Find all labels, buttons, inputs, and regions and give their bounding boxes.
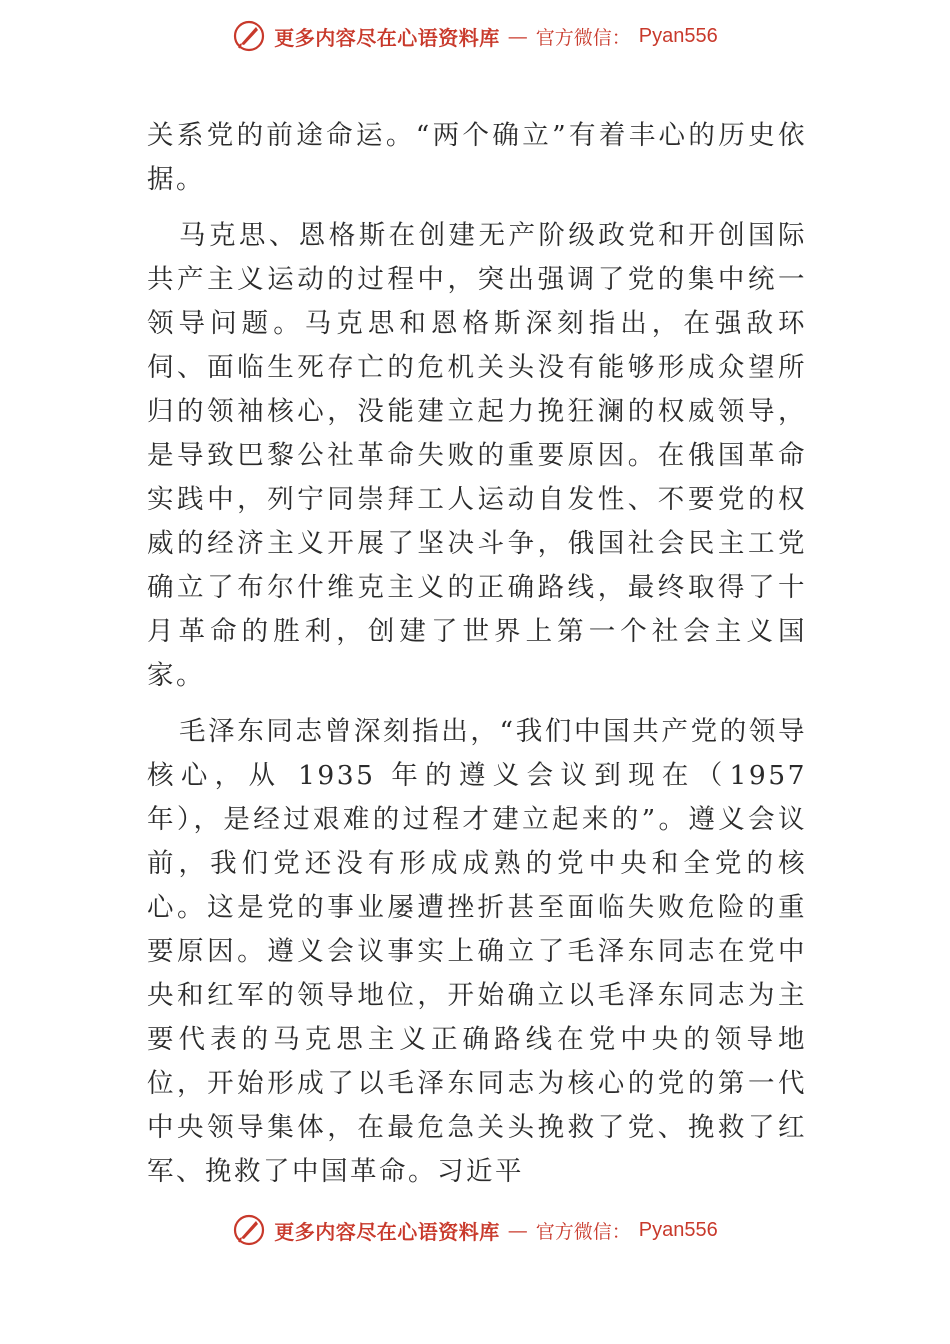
banner-wechat-label: 官方微信： [535, 1220, 631, 1243]
footer-banner [0, 1208, 950, 1252]
banner-title: 更多内容尽在心语资料库 [274, 1219, 500, 1244]
quill-pen-circle-icon [232, 1213, 266, 1247]
banner-wechat-id: Pyan556 [638, 24, 718, 47]
paragraph-marx-engels: 马克思、恩格斯在创建无产阶级政党和开创国际共产主义运动的过程中，突出强调了党的集中统一领导问题。马克思和恩格斯深刻指出，在强敌环伺、面临生死存亡的危机关头没有能够形成众望所归的领袖核心，没能建立起力挽狂澜的权威领导，是导致巴黎公社革命失败的重要原因。在俄国革命实践中，列宁同崇拜工人运动自发性、不要党的权威的经济主义开展了坚决斗争，俄国社会民主工党确立了布尔什维克主义的正确路线，最终取得了十月革命的胜利，创建了世界上第一个社会主义国家。 [147, 220, 807, 691]
quill-pen-circle-icon [232, 19, 266, 53]
document-body [147, 114, 807, 1206]
paragraph-mao-zedong: 毛泽东同志曾深刻指出，“我们中国共产党的领导核心，从 1935 年的遵义会议到现在（1957 年），是经过艰难的过程才建立起来的”。遵义会议前，我们党还没有形成成熟的党中央和全党的核心。这是党的事业屡遭挫折甚至面临失败危险的重要原因。遵义会议事实上确立了毛泽东同志在党中央和红军的领导地位，开始确立以毛泽东同志为主要代表的马克思主义正确路线在党中央的领导地位，开始形成了以毛泽东同志为核心的党的第一代中央领导集体，在最危急关头挽救了党、挽救了红军、挽救了中国革命。习近平 [147, 716, 807, 1187]
banner-wechat-label: 官方微信： [535, 26, 631, 49]
paragraph-continuation: 关系党的前途命运。“两个确立”有着丰心的历史依据。 [147, 120, 807, 195]
header-banner [0, 14, 950, 58]
banner-separator: — [507, 1218, 528, 1242]
banner-wechat-id: Pyan556 [638, 1218, 718, 1241]
banner-title: 更多内容尽在心语资料库 [274, 25, 500, 50]
banner-separator: — [507, 24, 528, 48]
